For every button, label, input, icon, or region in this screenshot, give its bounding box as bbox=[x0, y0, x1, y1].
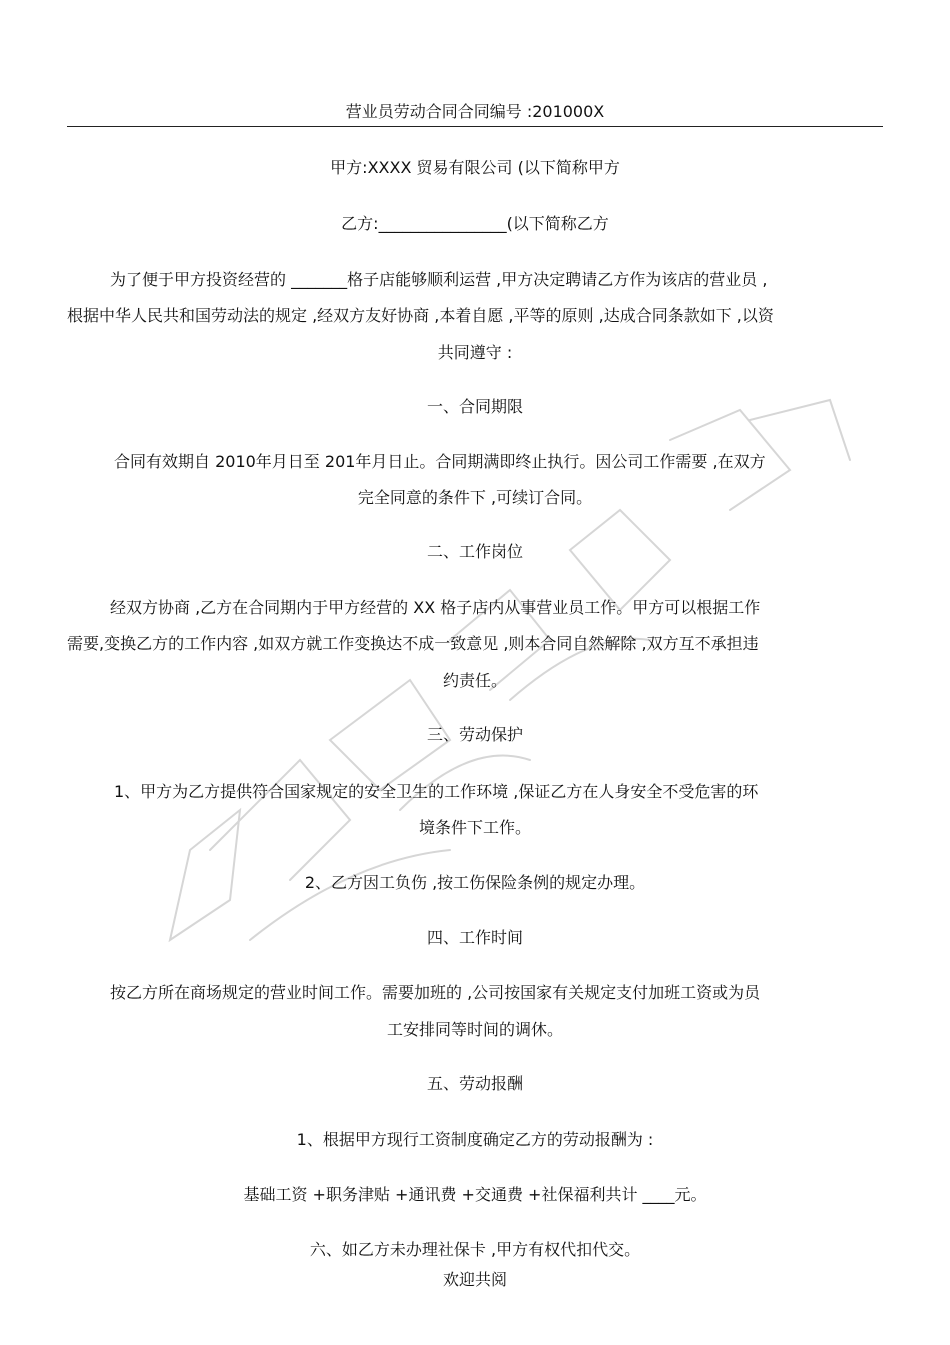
section-3-title: 三、劳动保护 bbox=[426, 725, 523, 744]
section-4-line-1: 按乙方所在商场规定的营业时间工作。需要加班的 ,公司按国家有关规定支付加班工资或为员 bbox=[110, 983, 761, 1002]
section-5-title: 五、劳动报酬 bbox=[426, 1074, 523, 1093]
intro-line-3: 共同遵守 : bbox=[437, 343, 513, 362]
section-4-line-2: 工安排同等时间的调休。 bbox=[386, 1020, 563, 1039]
section-4-title: 四、工作时间 bbox=[426, 928, 523, 947]
intro-line-1: 为了便于甲方投资经营的 _______格子店能够顺利运营 ,甲方决定聘请乙方作为该店的营业员 , bbox=[110, 270, 768, 289]
section-1-line-2: 完全同意的条件下 ,可续订合同。 bbox=[357, 488, 593, 507]
section-2-title: 二、工作岗位 bbox=[426, 542, 523, 561]
section-1-line-1: 合同有效期自 2010年月日至 201年月日止。合同期满即终止执行。因公司工作需要 ,在双方 bbox=[114, 452, 766, 471]
section-2-line-1: 经双方协商 ,乙方在合同期内于甲方经营的 XX 格子店内从事营业员工作。甲方可以根据工作 bbox=[110, 598, 761, 617]
section-2-line-3: 约责任。 bbox=[442, 671, 507, 690]
section-3-line-2: 境条件下工作。 bbox=[418, 818, 531, 837]
section-3-line-1: 1、甲方为乙方提供符合国家规定的安全卫生的工作环境 ,保证乙方在人身安全不受危害的环 bbox=[114, 782, 759, 801]
section-6-title: 六、如乙方未办理社保卡 ,甲方有权代扣代交。 bbox=[309, 1240, 641, 1259]
document-header-title: 营业员劳动合同合同编号 :201000X bbox=[345, 102, 605, 121]
header-divider bbox=[67, 126, 883, 127]
intro-line-2: 根据中华人民共和国劳动法的规定 ,经双方友好协商 ,本着自愿 ,平等的原则 ,达成合同条款如下 ,以资 bbox=[67, 306, 774, 325]
section-1-title: 一、合同期限 bbox=[426, 397, 523, 416]
party-b-line: 乙方:________________(以下简称乙方 bbox=[341, 214, 609, 233]
section-3-line-3: 2、乙方因工负伤 ,按工伤保险条例的规定办理。 bbox=[304, 873, 646, 892]
footer-text: 欢迎共阅 bbox=[442, 1270, 507, 1289]
party-a-line: 甲方:XXXX 贸易有限公司 (以下简称甲方 bbox=[330, 158, 620, 177]
section-5-line-2: 基础工资 +职务津贴 +通讯费 +交通费 +社保福利共计 ____元。 bbox=[243, 1185, 707, 1204]
section-2-line-2: 需要,变换乙方的工作内容 ,如双方就工作变换达不成一致意见 ,则本合同自然解除 ,双方互不承担违 bbox=[67, 634, 759, 653]
section-5-line-1: 1、根据甲方现行工资制度确定乙方的劳动报酬为 : bbox=[296, 1130, 654, 1149]
